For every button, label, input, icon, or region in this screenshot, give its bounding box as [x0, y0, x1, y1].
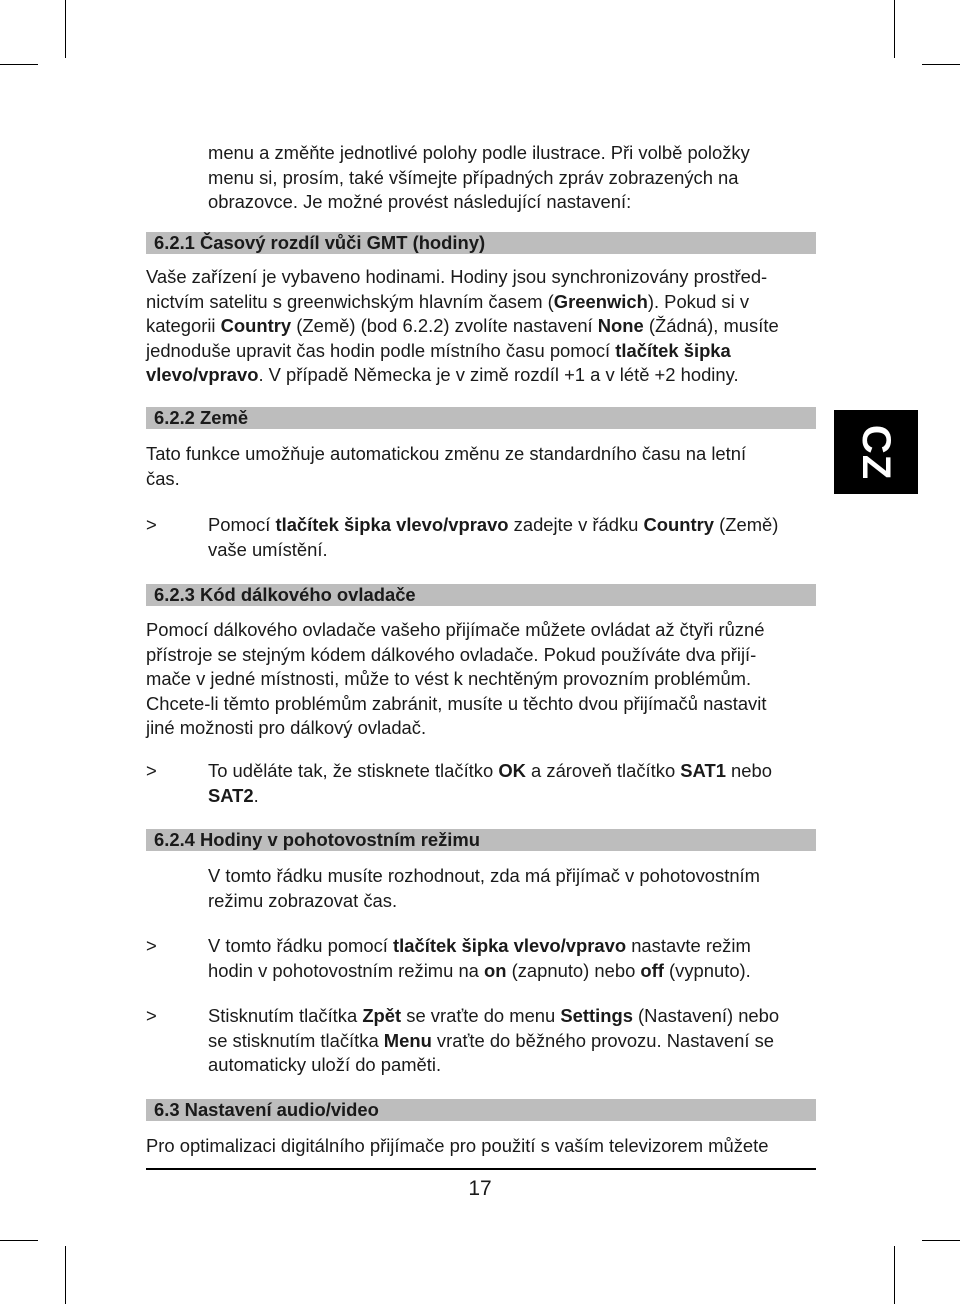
paragraph-line: Pro optimalizaci digitálního přijímače pro použití s vaším televizorem můžete: [146, 1135, 769, 1156]
text-run: (zapnuto) nebo: [506, 959, 641, 981]
intro-line: menu a změňte jednotlivé polohy podle ilustrace. Při volbě položky: [208, 142, 750, 163]
section-heading-6-2-1: [146, 232, 816, 254]
text-run: (Země) (bod 6.2.2) zvolíte nastavení: [291, 315, 598, 336]
text-run-bold: None: [597, 315, 644, 336]
text-run-bold: Menu: [383, 1029, 432, 1051]
text-run: a zároveň tlačítko: [525, 760, 681, 781]
footer-rule: [146, 1168, 816, 1170]
crop-mark-top-right-h: [922, 64, 960, 65]
paragraph-line: V tomto řádku musíte rozhodnout, zda má přijímač v pohotovostním: [208, 865, 760, 886]
paragraph-line: Chcete-li těmto problémům zabránit, musíte u těchto dvou přijímačů nastavit: [146, 692, 767, 714]
bullet-body: [208, 1004, 816, 1078]
text-run: . V případě Německa je v zimě rozdíl +1 a v létě +2 hodiny.: [258, 364, 739, 385]
text-run: ). Pokud si v: [647, 290, 750, 312]
text-run-bold: SAT1: [680, 760, 726, 781]
text-run: vraťte do běžného provozu. Nastavení se: [431, 1029, 775, 1051]
text-run-bold: Country: [643, 514, 714, 535]
text-run: kategorii: [146, 315, 221, 336]
text-run: se vraťte do menu: [401, 1005, 561, 1026]
paragraph-line: jiné možnosti pro dálkový ovladač.: [146, 717, 427, 738]
bullet-marker: >: [146, 514, 157, 535]
section-6-2-2-paragraph: [146, 442, 816, 491]
crop-mark-top-left: [65, 0, 66, 58]
bullet-body: [208, 934, 816, 983]
section-title: 6.2.3 Kód dálkového ovladače: [154, 584, 416, 605]
intro-paragraph: [208, 141, 816, 215]
bullet-line: [208, 1029, 816, 1054]
paragraph-line: [146, 363, 816, 388]
text-run-bold: Zpět: [362, 1005, 402, 1026]
paragraph-line: přístroje se stejným kódem dálkového ovladače. Pokud používáte dva přijí-: [146, 643, 757, 665]
section-heading-6-2-2: [146, 407, 816, 429]
text-run-bold: tlačítek šipka vlevo/vpravo: [393, 935, 627, 956]
text-run-bold: on: [484, 959, 507, 981]
section-6-2-3-paragraph: [146, 618, 816, 741]
section-heading-6-2-3: [146, 584, 816, 606]
bullet-line: vaše umístění.: [208, 538, 328, 560]
bullet-body: [208, 513, 816, 562]
section-heading-6-2-4: [146, 829, 816, 851]
text-run-bold: vlevo/vpravo: [146, 364, 259, 385]
text-run: nictvím satelitu s greenwichským hlavním časem (: [146, 290, 554, 312]
text-run-bold: tlačítek šipka vlevo/vpravo: [275, 514, 509, 535]
text-run: jednoduše upravit čas hodin podle místního času pomocí: [146, 339, 616, 361]
bullet-marker: >: [146, 760, 157, 781]
paragraph-line: mače v jedné místnosti, může to vést k nechtěným provozním problémům.: [146, 668, 752, 689]
text-run-bold: Settings: [560, 1005, 633, 1026]
text-run: (vypnuto).: [663, 959, 751, 981]
page-number: 17: [468, 1177, 492, 1200]
paragraph-line: Tato funkce umožňuje automatickou změnu ze standardního času na letní: [146, 443, 747, 464]
text-run: (Nastavení) nebo: [632, 1005, 780, 1026]
text-run-bold: Country: [220, 315, 292, 336]
text-run: Stisknutím tlačítka: [208, 1005, 363, 1026]
text-run: hodin v pohotovostním režimu na: [208, 959, 485, 981]
intro-line: obrazovce. Je možné provést následující nastavení:: [208, 191, 632, 212]
text-run: Pomocí: [208, 514, 276, 535]
bullet-line: [208, 934, 816, 959]
bullet-marker: >: [146, 935, 157, 956]
text-run-bold: Greenwich: [553, 290, 648, 312]
text-run: (Země): [714, 514, 779, 535]
text-run: se stisknutím tlačítka: [208, 1029, 384, 1051]
paragraph-line: režimu zobrazovat čas.: [208, 889, 398, 911]
crop-mark-bottom-left-h: [0, 1240, 38, 1241]
section-title: 6.2.1 Časový rozdíl vůči GMT (hodiny): [154, 232, 486, 253]
bullet-body: [208, 759, 816, 808]
text-run: (Žádná), musíte: [643, 315, 779, 336]
section-title: 6.2.2 Země: [154, 407, 249, 428]
bullet-marker: >: [146, 1005, 157, 1026]
crop-mark-top-left-h: [0, 64, 38, 65]
text-run: nebo: [725, 760, 772, 781]
section-title: 6.3 Nastavení audio/video: [154, 1099, 379, 1120]
text-run-bold: SAT2: [208, 784, 254, 806]
section-6-3-paragraph: [146, 1134, 816, 1159]
crop-mark-bottom-right: [894, 1246, 895, 1304]
text-run: .: [253, 784, 259, 806]
section-title: 6.2.4 Hodiny v pohotovostním režimu: [154, 829, 480, 850]
bullet-line: automaticky uloží do paměti.: [208, 1054, 442, 1075]
language-tab-label: CZ: [854, 424, 899, 480]
paragraph-line: [146, 339, 816, 364]
crop-mark-bottom-right-h: [922, 1240, 960, 1241]
paragraph-line: Vaše zařízení je vybaveno hodinami. Hodiny jsou synchronizovány prostřed-: [146, 266, 768, 287]
paragraph-line: Pomocí dálkového ovladače vašeho přijímače můžete ovládat až čtyři různé: [146, 619, 765, 640]
text-run: V tomto řádku pomocí: [208, 935, 394, 956]
bullet-line: [208, 1004, 816, 1029]
bullet-line: [208, 513, 816, 538]
section-6-2-1-paragraph: [146, 265, 816, 388]
crop-mark-top-right: [894, 0, 895, 58]
section-heading-6-3: [146, 1099, 816, 1121]
text-run: To uděláte tak, že stisknete tlačítko: [208, 760, 499, 781]
bullet-line: [208, 959, 816, 984]
crop-mark-bottom-left: [65, 1246, 66, 1304]
section-6-2-4-paragraph: [208, 864, 816, 913]
language-tab: [834, 410, 918, 494]
text-run-bold: off: [640, 959, 664, 981]
text-run: nastavte režim: [626, 935, 751, 956]
bullet-line: [208, 759, 816, 784]
text-run-bold: OK: [498, 760, 526, 781]
text-run: zadejte v řádku: [508, 514, 644, 535]
bullet-line: [208, 784, 816, 809]
intro-line: menu si, prosím, také všímejte případných zpráv zobrazených na: [208, 166, 739, 188]
text-run-bold: tlačítek šipka: [615, 339, 731, 361]
paragraph-line: čas.: [146, 467, 180, 489]
paragraph-line: [146, 314, 816, 339]
paragraph-line: [146, 290, 816, 315]
